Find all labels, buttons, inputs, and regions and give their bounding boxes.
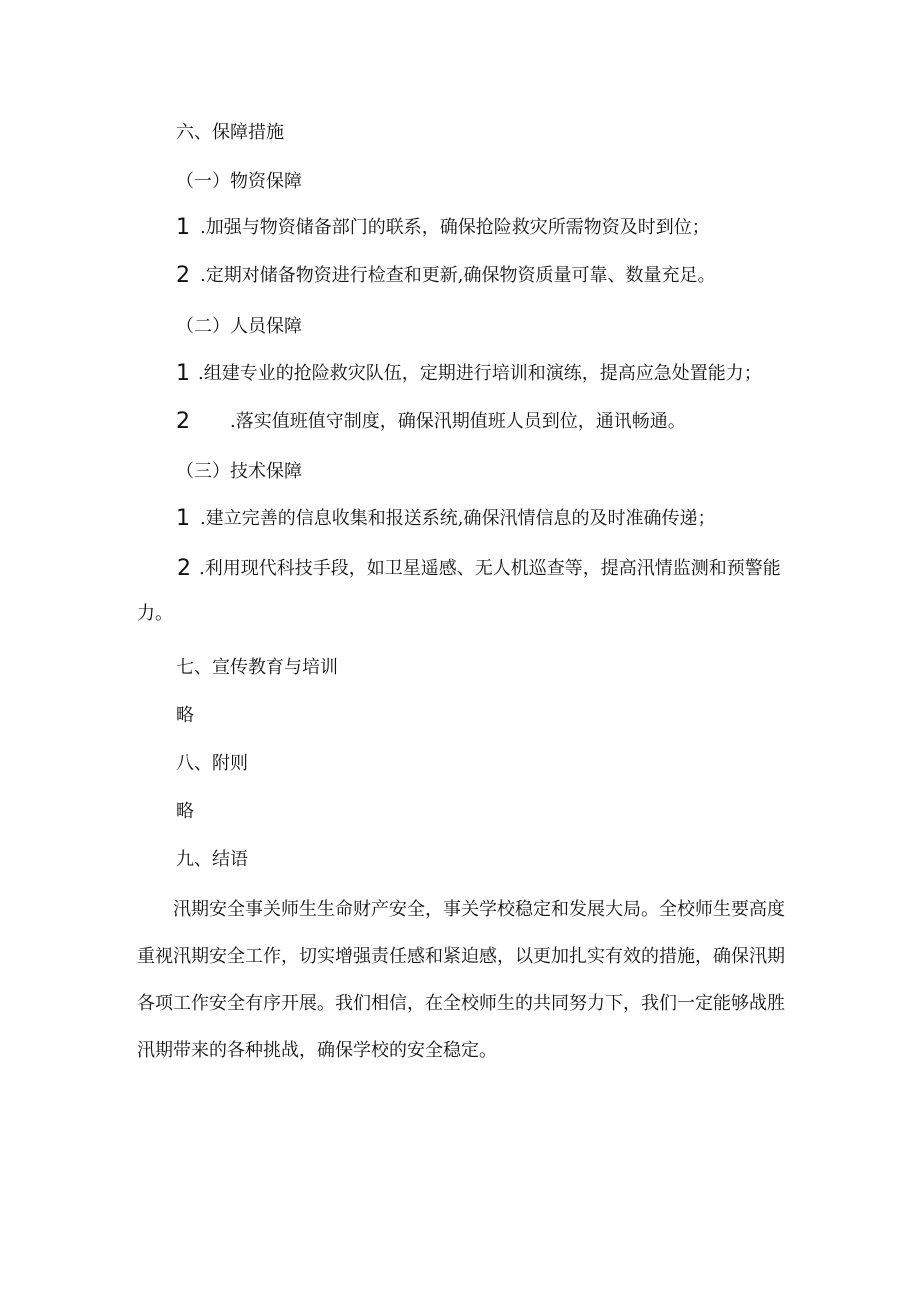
subsection-technical-title: （三）技术保障 [176, 461, 302, 482]
subsection-material-title: （一）物资保障 [176, 171, 302, 192]
list-number: 2 [176, 409, 190, 434]
section-6-heading: 六、保障措施 [176, 122, 284, 143]
list-text: .利用现代科技手段，如卫星遥感、无人机巡查等，提高汛情监测和预警能力。 [137, 558, 781, 624]
technical-item-2 [137, 546, 785, 636]
list-number: 1 [176, 215, 190, 240]
list-number: 1 [176, 361, 190, 386]
section-7-heading: 七、宣传教育与培训 [176, 657, 338, 678]
list-number: 2 [177, 556, 191, 581]
section-7-body: 略 [176, 705, 194, 726]
personnel-item-2 [176, 410, 686, 434]
material-item-2 [176, 264, 715, 288]
conclusion-paragraph: 汛期安全事关师生生命财产安全，事关学校稳定和发展大局。全校师生要高度重视汛期安全工作，切实增强责任感和紧迫感，以更加扎实有效的措施，确保汛期各项工作安全有序开展。我们相信，在全校师生的共同努力下，我们一定能够战胜汛期带来的各种挑战，确保学校的安全稳定。 [137, 899, 785, 1061]
list-text: .落实值班值守制度，确保汛期值班人员到位，通讯畅通。 [230, 411, 686, 432]
list-text: .组建专业的抢险救灾队伍，定期进行培训和演练，提高应急处置能力； [198, 363, 762, 384]
section-9-heading: 九、结语 [176, 849, 248, 870]
section-8-heading: 八、附则 [176, 753, 248, 774]
section-8-body: 略 [176, 801, 194, 822]
list-number: 2 [176, 263, 190, 288]
list-text: .建立完善的信息收集和报送系统,确保汛情信息的及时准确传递； [200, 508, 716, 529]
personnel-item-1 [176, 362, 762, 386]
technical-item-1 [176, 507, 715, 531]
subsection-personnel-title: （二）人员保障 [176, 316, 302, 337]
list-text: .定期对储备物资进行检查和更新,确保物资质量可靠、数量充足。 [200, 265, 716, 286]
list-text: .加强与物资储备部门的联系，确保抢险救灾所需物资及时到位； [200, 217, 710, 238]
material-item-1 [176, 216, 710, 240]
list-number: 1 [176, 506, 190, 531]
